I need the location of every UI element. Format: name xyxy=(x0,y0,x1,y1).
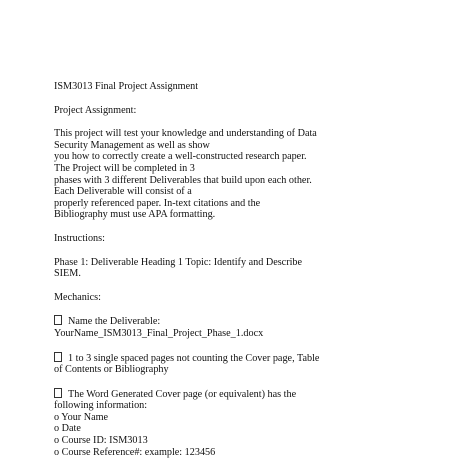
bullet-box-icon xyxy=(54,388,62,398)
bullet-box-icon xyxy=(54,352,62,362)
intro-line: Bibliography must use APA formatting. xyxy=(54,209,216,221)
intro-line: Security Management as well as show xyxy=(54,139,210,151)
intro-line: phases with 3 different Deliverables that build upon each other. xyxy=(54,174,312,186)
document-body xyxy=(54,81,414,470)
item-text: YourName_ISM3013_Final_Project_Phase_1.docx xyxy=(54,327,264,339)
item-text: following information: xyxy=(54,400,148,412)
intro-paragraph xyxy=(54,128,414,221)
sub-item: o Course ID: ISM3013 xyxy=(54,435,148,447)
mechanics-heading: Mechanics: xyxy=(54,291,101,303)
intro-line: properly referenced paper. In-text citations and the xyxy=(54,197,261,209)
item-text: of Contents or Bibliography xyxy=(54,364,169,376)
mechanics-item-cover xyxy=(54,388,414,459)
document-title: ISM3013 Final Project Assignment xyxy=(54,81,199,92)
phase-line: SIEM. xyxy=(54,268,81,280)
item-text: The Word Generated Cover page (or equivalent) has the xyxy=(68,388,297,400)
intro-line: The Project will be completed in 3 xyxy=(54,162,195,174)
intro-line: you how to correctly create a well-constructed research paper. xyxy=(54,151,307,163)
sub-item: o Course Reference#: example: 123456 xyxy=(54,446,216,458)
sub-item: o Your Name xyxy=(54,411,109,423)
instructions-heading: Instructions: xyxy=(54,232,105,244)
phase-line: Phase 1: Deliverable Heading 1 Topic: Identify and Describe xyxy=(54,256,303,268)
item-text: Name the Deliverable: xyxy=(68,316,161,328)
intro-line: Each Deliverable will consist of a xyxy=(54,186,192,198)
intro-line: This project will test your knowledge and understanding of Data xyxy=(54,128,317,140)
item-text: 1 to 3 single spaced pages not counting the Cover page, Table xyxy=(68,352,320,364)
bullet-box-icon xyxy=(54,315,62,325)
mechanics-item-pages xyxy=(54,352,414,376)
sub-item: o Date xyxy=(54,423,81,435)
phase-paragraph xyxy=(54,257,414,280)
project-assignment-heading: Project Assignment: xyxy=(54,104,137,116)
mechanics-item-name xyxy=(54,315,414,339)
